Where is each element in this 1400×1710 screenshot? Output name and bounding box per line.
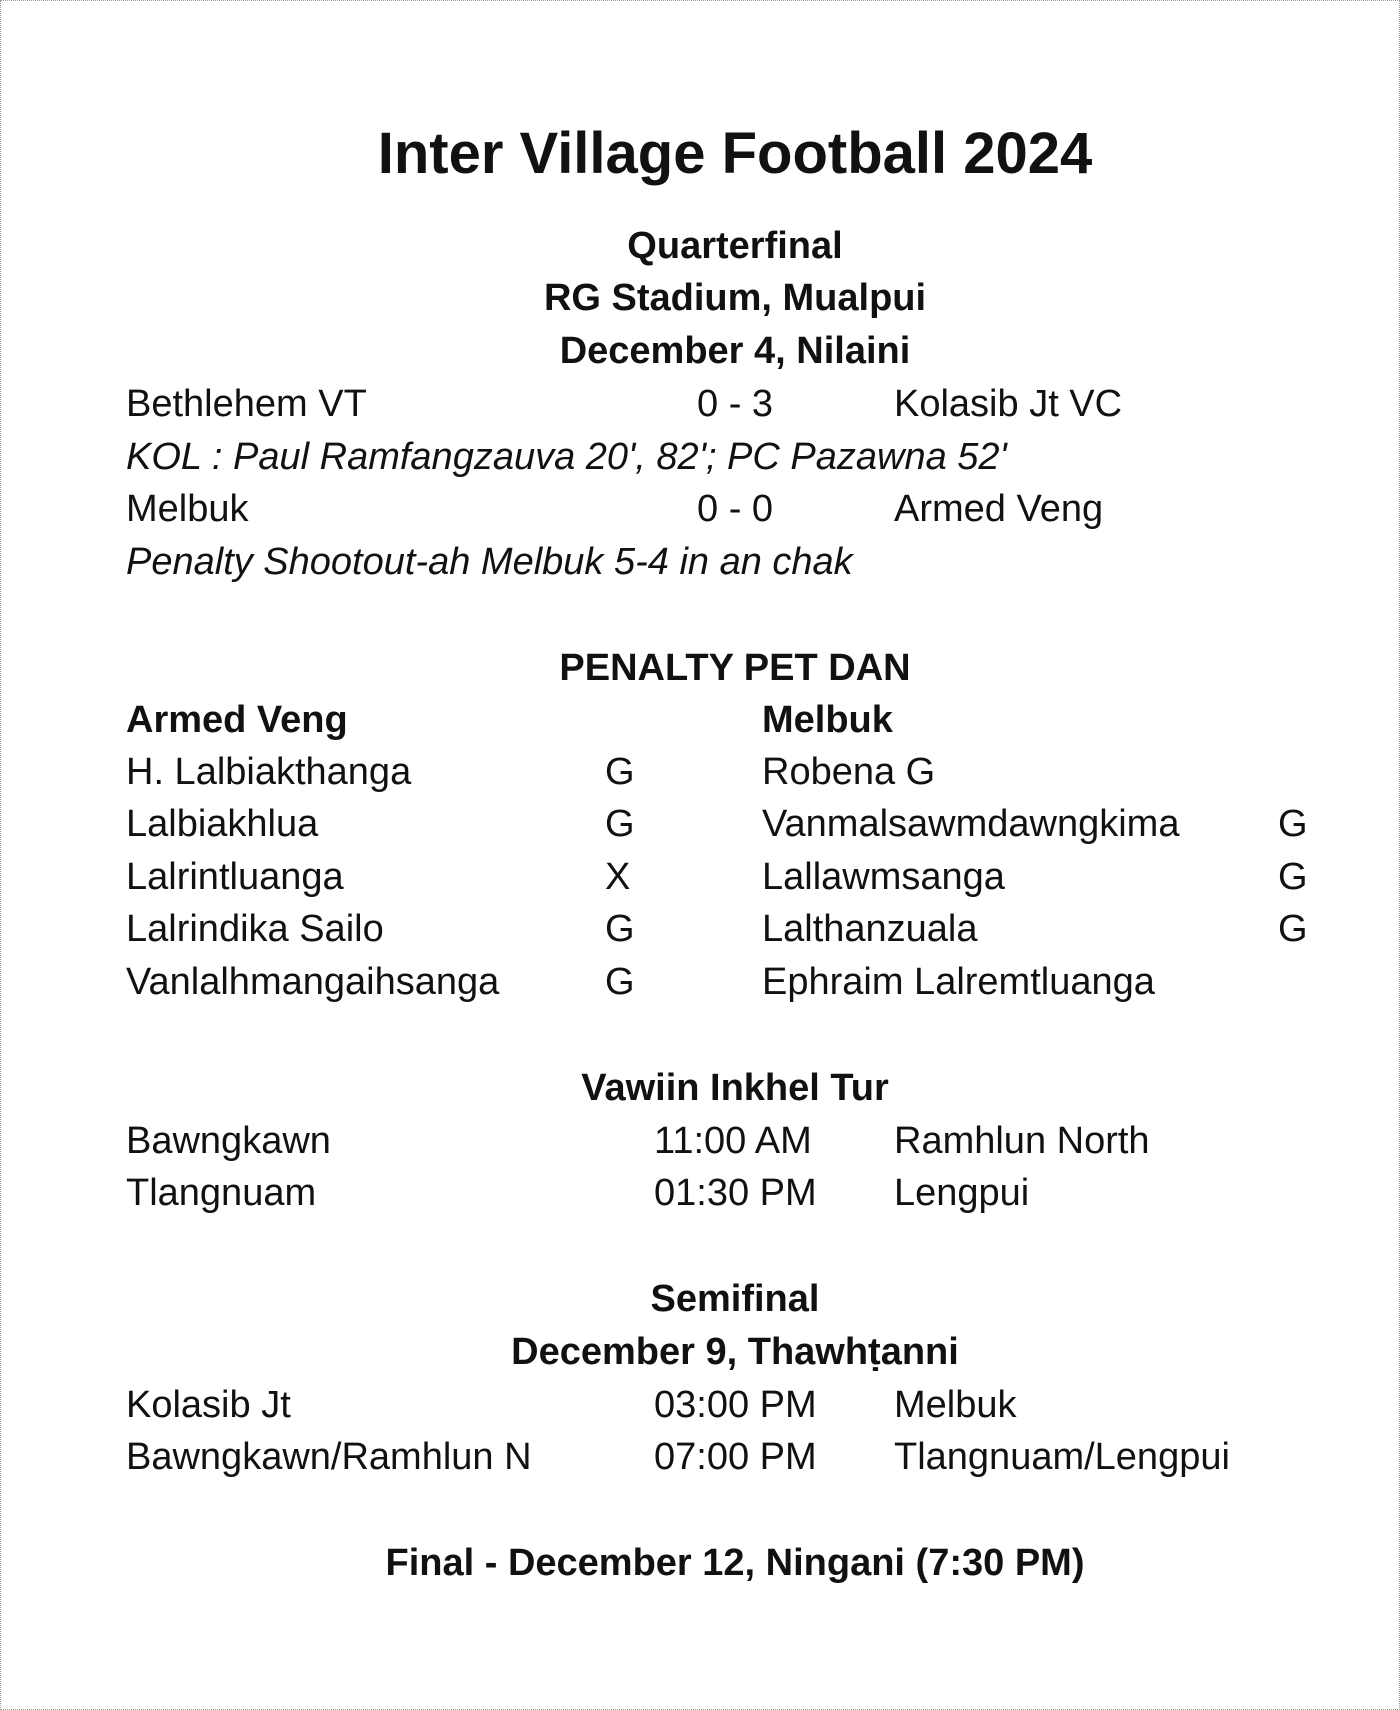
match-note-row — [1, 431, 1399, 483]
penalty-taker-right: Lalthanzuala — [762, 908, 978, 950]
penalty-result-left: G — [605, 803, 635, 845]
penalty-taker-left: H. Lalbiakthanga — [126, 751, 412, 793]
penalty-taker-right: Vanmalsawmdawngkima — [762, 803, 1180, 845]
penalty-row — [1, 903, 1399, 955]
penalty-taker-left: Lalrindika Sailo — [126, 908, 384, 950]
kickoff-time: 03:00 PM — [654, 1384, 817, 1426]
kickoff-time: 07:00 PM — [654, 1436, 817, 1478]
penalty-result-right: G — [1278, 908, 1308, 950]
semifinal-heading: Semifinal — [650, 1278, 820, 1320]
fixture-row — [1, 1431, 1399, 1483]
penalty-result-left: G — [605, 751, 635, 793]
away-team: Melbuk — [894, 1384, 1017, 1426]
penalty-taker-left: Vanlalhmangaihsanga — [126, 961, 500, 1003]
penalty-taker-right: Ephraim Lalremtluanga — [762, 961, 1155, 1003]
penalty-row — [1, 746, 1399, 798]
semifinal-date: December 9, Thawhṭanni — [511, 1331, 959, 1373]
home-team: Kolasib Jt — [126, 1384, 291, 1426]
match-note-row — [1, 536, 1399, 588]
home-team: Melbuk — [126, 488, 249, 530]
home-team: Bethlehem VT — [126, 383, 367, 425]
away-team: Ramhlun North — [894, 1120, 1150, 1162]
scorers-note: KOL : Paul Ramfangzauva 20', 82'; PC Pazawna 52' — [126, 436, 1007, 478]
penalty-result-right: G — [1278, 856, 1308, 898]
penalty-row — [1, 956, 1399, 1008]
away-team: Armed Veng — [894, 488, 1104, 530]
away-team: Lengpui — [894, 1172, 1030, 1214]
penalty-result-right: G — [1278, 803, 1308, 845]
penalty-team-headers — [1, 694, 1399, 746]
today-heading: Vawiin Inkhel Tur — [581, 1067, 889, 1109]
penalty-result-left: X — [605, 856, 631, 898]
quarterfinal-heading: Quarterfinal — [627, 225, 843, 267]
page-title: Inter Village Football 2024 — [377, 121, 1093, 186]
penalty-row — [1, 851, 1399, 903]
match-row — [1, 378, 1399, 430]
away-team: Kolasib Jt VC — [894, 383, 1123, 425]
penalty-left-team: Armed Veng — [126, 699, 348, 741]
match-row — [1, 483, 1399, 535]
fixture-row — [1, 1115, 1399, 1167]
quarterfinal-date: December 4, Nilaini — [559, 330, 911, 372]
penalty-right-team: Melbuk — [762, 699, 893, 741]
penalty-taker-left: Lalbiakhlua — [126, 803, 319, 845]
shootout-note: Penalty Shootout-ah Melbuk 5-4 in an chak — [126, 541, 853, 583]
home-team: Bawngkawn/Ramhlun N — [126, 1436, 532, 1478]
home-team: Bawngkawn — [126, 1120, 331, 1162]
penalty-taker-right: Lallawmsanga — [762, 856, 1005, 898]
penalty-result-left: G — [605, 961, 635, 1003]
quarterfinal-venue: RG Stadium, Mualpui — [543, 277, 927, 319]
penalty-row — [1, 798, 1399, 850]
penalty-taker-left: Lalrintluanga — [126, 856, 344, 898]
match-score: 0 - 0 — [697, 488, 774, 530]
penalty-heading: PENALTY PET DAN — [559, 647, 911, 689]
penalty-result-left: G — [605, 908, 635, 950]
match-score: 0 - 3 — [697, 383, 774, 425]
home-team: Tlangnuam — [126, 1172, 317, 1214]
fixture-row — [1, 1167, 1399, 1219]
kickoff-time: 11:00 AM — [654, 1120, 812, 1162]
away-team: Tlangnuam/Lengpui — [894, 1436, 1230, 1478]
fixture-row — [1, 1379, 1399, 1431]
penalty-taker-right: Robena G — [762, 751, 936, 793]
final-line: Final - December 12, Ningani (7:30 PM) — [385, 1542, 1085, 1584]
kickoff-time: 01:30 PM — [654, 1172, 817, 1214]
